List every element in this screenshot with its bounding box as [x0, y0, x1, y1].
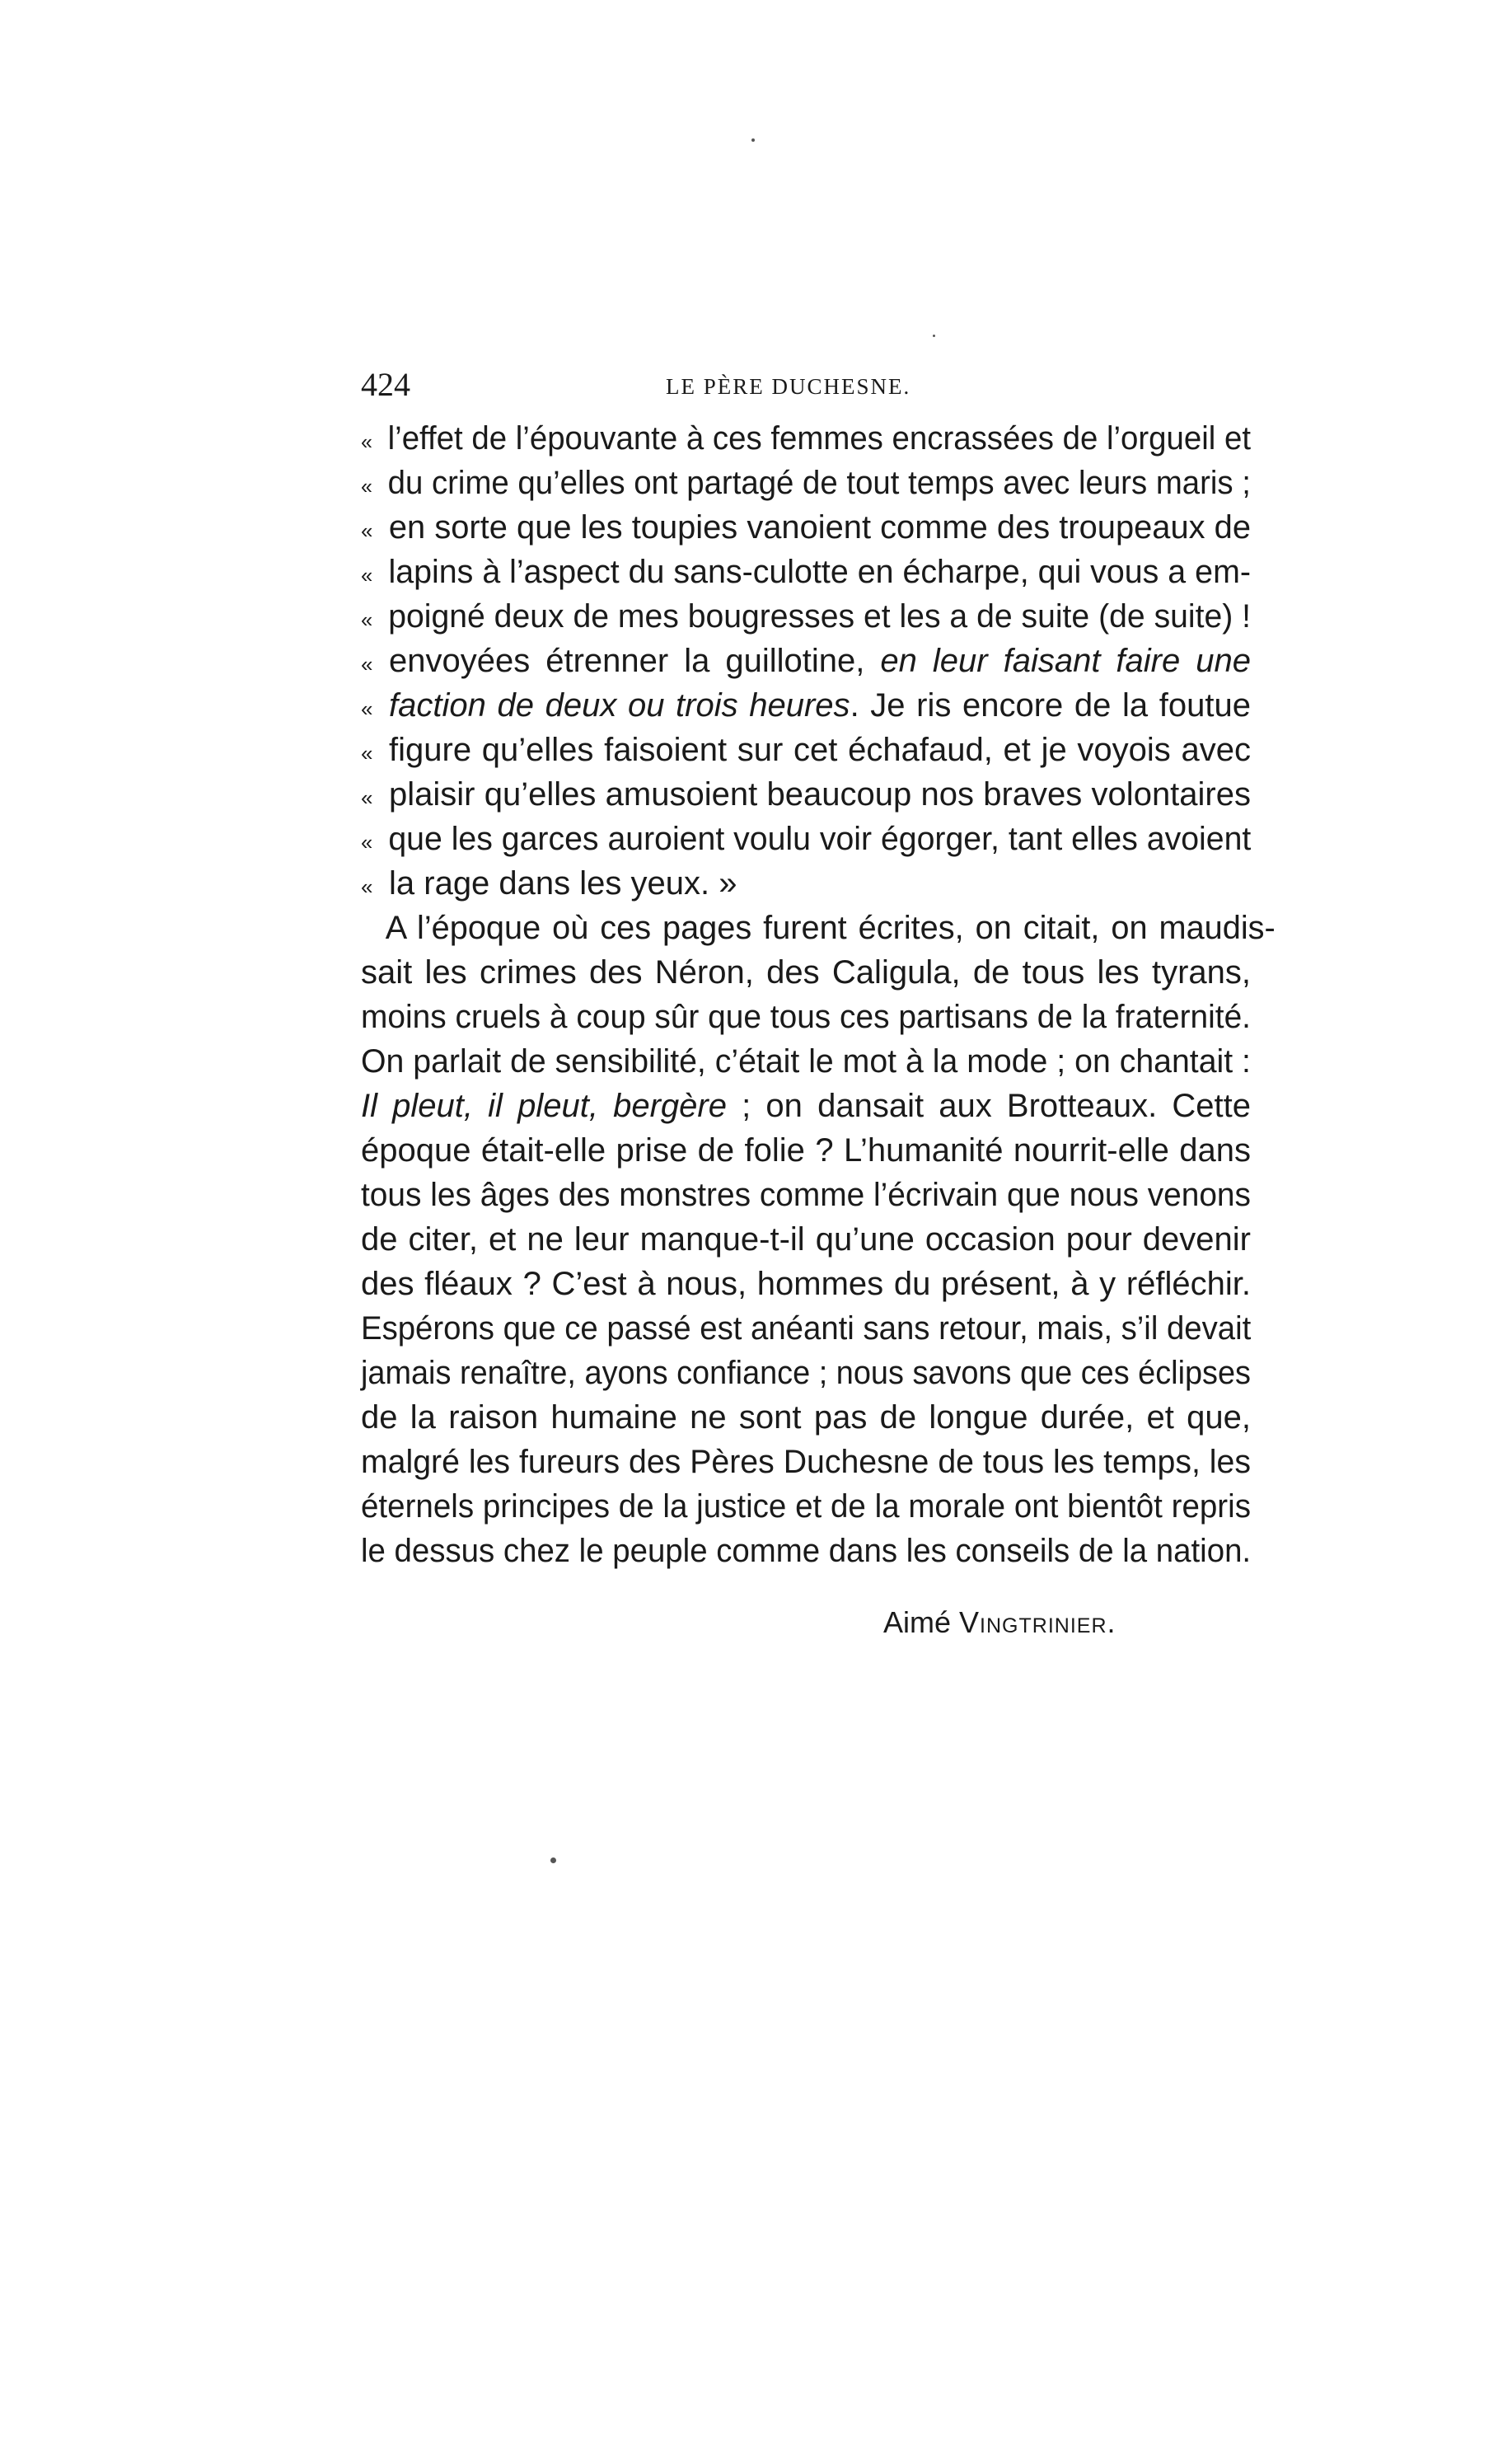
running-head	[361, 364, 1251, 405]
paragraph-line-text: A l’époque où ces pages furent écrites, on citait, on maudis-	[385, 910, 1276, 946]
paragraph-line-text: des fléaux ? C’est à nous, hommes du présent, à y réfléchir.	[361, 1266, 1251, 1302]
print-speck	[933, 335, 935, 337]
quote-line	[361, 416, 1251, 461]
paragraph-line	[361, 1039, 1251, 1084]
author-first-name: Aimé	[883, 1605, 952, 1639]
quote-line-text: l’effet de l’épouvante à ces femmes encrassées de l’orgueil et	[387, 420, 1251, 457]
paragraph-line	[361, 1306, 1251, 1351]
paragraph-line-text: de citer, et ne leur manque-t-il qu’une occasion pour devenir	[361, 1221, 1251, 1258]
quote-line-text: poigné deux de mes bougresses et les a de suite (de suite) !	[388, 598, 1252, 635]
song-title-italic: Il pleut, il pleut, bergère	[361, 1088, 727, 1124]
paragraph-line-text-after: ; on dansait aux Brotteaux. Cette	[727, 1088, 1251, 1124]
quote-line	[361, 550, 1251, 594]
quote-line	[361, 861, 1251, 906]
paragraph-line	[361, 1351, 1251, 1395]
paragraph-line	[361, 950, 1251, 995]
quote-mark: «	[361, 741, 373, 766]
paragraph-line-text: On parlait de sensibilité, c’était le mot à la mode ; on chantait :	[361, 1043, 1251, 1080]
paragraph-line	[361, 1529, 1251, 1573]
quote-mark: «	[361, 518, 373, 543]
quote-line-text: plaisir qu’elles amusoient beaucoup nos braves volontaires	[389, 776, 1251, 813]
paragraph-line	[361, 1440, 1251, 1484]
quote-line	[361, 683, 1251, 728]
print-speck	[751, 138, 755, 142]
quote-line	[361, 639, 1251, 683]
author-last-name: Vingtrinier.	[959, 1605, 1116, 1639]
quote-mark: «	[361, 785, 373, 810]
quote-mark: «	[361, 607, 373, 632]
paragraph-line	[361, 1262, 1251, 1306]
paragraph-line	[361, 995, 1251, 1039]
quote-mark: «	[361, 696, 373, 721]
paragraph-line-text: éternels principes de la justice et de la morale ont bientôt repris	[361, 1488, 1251, 1525]
paragraph-line	[361, 1128, 1251, 1173]
quote-line	[361, 728, 1251, 772]
quote-line-italic: faction de deux ou trois heures	[389, 687, 850, 724]
quote-line-text: envoyées étrenner la guillotine,	[389, 643, 881, 679]
quoted-passage	[361, 416, 1251, 906]
paragraph-line	[361, 1084, 1251, 1128]
main-text	[361, 416, 1276, 1573]
running-title: LE PÈRE DUCHESNE.	[666, 374, 911, 399]
quote-line-text: lapins à l’aspect du sans-culotte en écharpe, qui vous a em-	[388, 554, 1251, 590]
paragraph-line	[361, 1173, 1251, 1217]
paragraph-line-text: Espérons que ce passé est anéanti sans retour, mais, s’il devait	[361, 1310, 1252, 1347]
paragraph-line-text: sait les crimes des Néron, des Caligula, de tous les tyrans,	[361, 954, 1251, 991]
paragraph-line	[361, 1484, 1251, 1529]
quote-line-text-after: . Je ris encore de la foutue	[850, 687, 1251, 724]
quote-mark: «	[361, 830, 373, 855]
quote-line	[361, 461, 1251, 505]
quote-mark: «	[361, 563, 373, 588]
quote-line	[361, 817, 1251, 861]
paragraph-line-text: malgré les fureurs des Pères Duchesne de tous les temps, les	[361, 1444, 1251, 1480]
paragraph-line-text: de la raison humaine ne sont pas de longue durée, et que,	[361, 1399, 1251, 1436]
quote-line	[361, 505, 1251, 550]
paragraph-line-text: le dessus chez le peuple comme dans les conseils de la nation.	[361, 1533, 1252, 1569]
quote-mark: «	[361, 429, 372, 454]
quote-mark: «	[361, 652, 373, 677]
print-speck	[550, 1857, 556, 1863]
quote-line	[361, 772, 1251, 817]
paragraph-line	[361, 1217, 1251, 1262]
paragraph-line-text: tous les âges des monstres comme l’écrivain que nous venons	[361, 1177, 1251, 1213]
quote-line-text: figure qu’elles faisoient sur cet échafaud, et je voyois avec	[389, 732, 1251, 768]
quote-line-text: que les garces auroient voulu voir égorger, tant elles avoient	[388, 821, 1252, 857]
quote-line-text: du crime qu’elles ont partagé de tout temps avec leurs maris ;	[387, 465, 1251, 501]
quote-line	[361, 594, 1251, 639]
paragraph-line	[361, 1395, 1251, 1440]
paragraph-line	[361, 906, 1276, 950]
quote-line-italic: en leur faisant faire une	[880, 643, 1251, 679]
paragraph-line-text: époque était-elle prise de folie ? L’humanité nourrit-elle dans	[361, 1132, 1251, 1169]
quote-line-text: en sorte que les toupies vanoient comme des troupeaux de	[388, 509, 1251, 546]
page-number: 424	[361, 366, 410, 403]
quote-line-text: la rage dans les yeux. »	[389, 865, 737, 902]
quote-mark: «	[361, 474, 372, 499]
commentary-paragraph	[361, 906, 1276, 1573]
author-signature	[883, 1602, 1116, 1643]
quote-mark: «	[361, 874, 373, 899]
paragraph-line-text: jamais renaître, ayons confiance ; nous savons que ces éclipses	[361, 1355, 1251, 1391]
paragraph-line-text: moins cruels à coup sûr que tous ces partisans de la fraternité.	[361, 999, 1251, 1035]
